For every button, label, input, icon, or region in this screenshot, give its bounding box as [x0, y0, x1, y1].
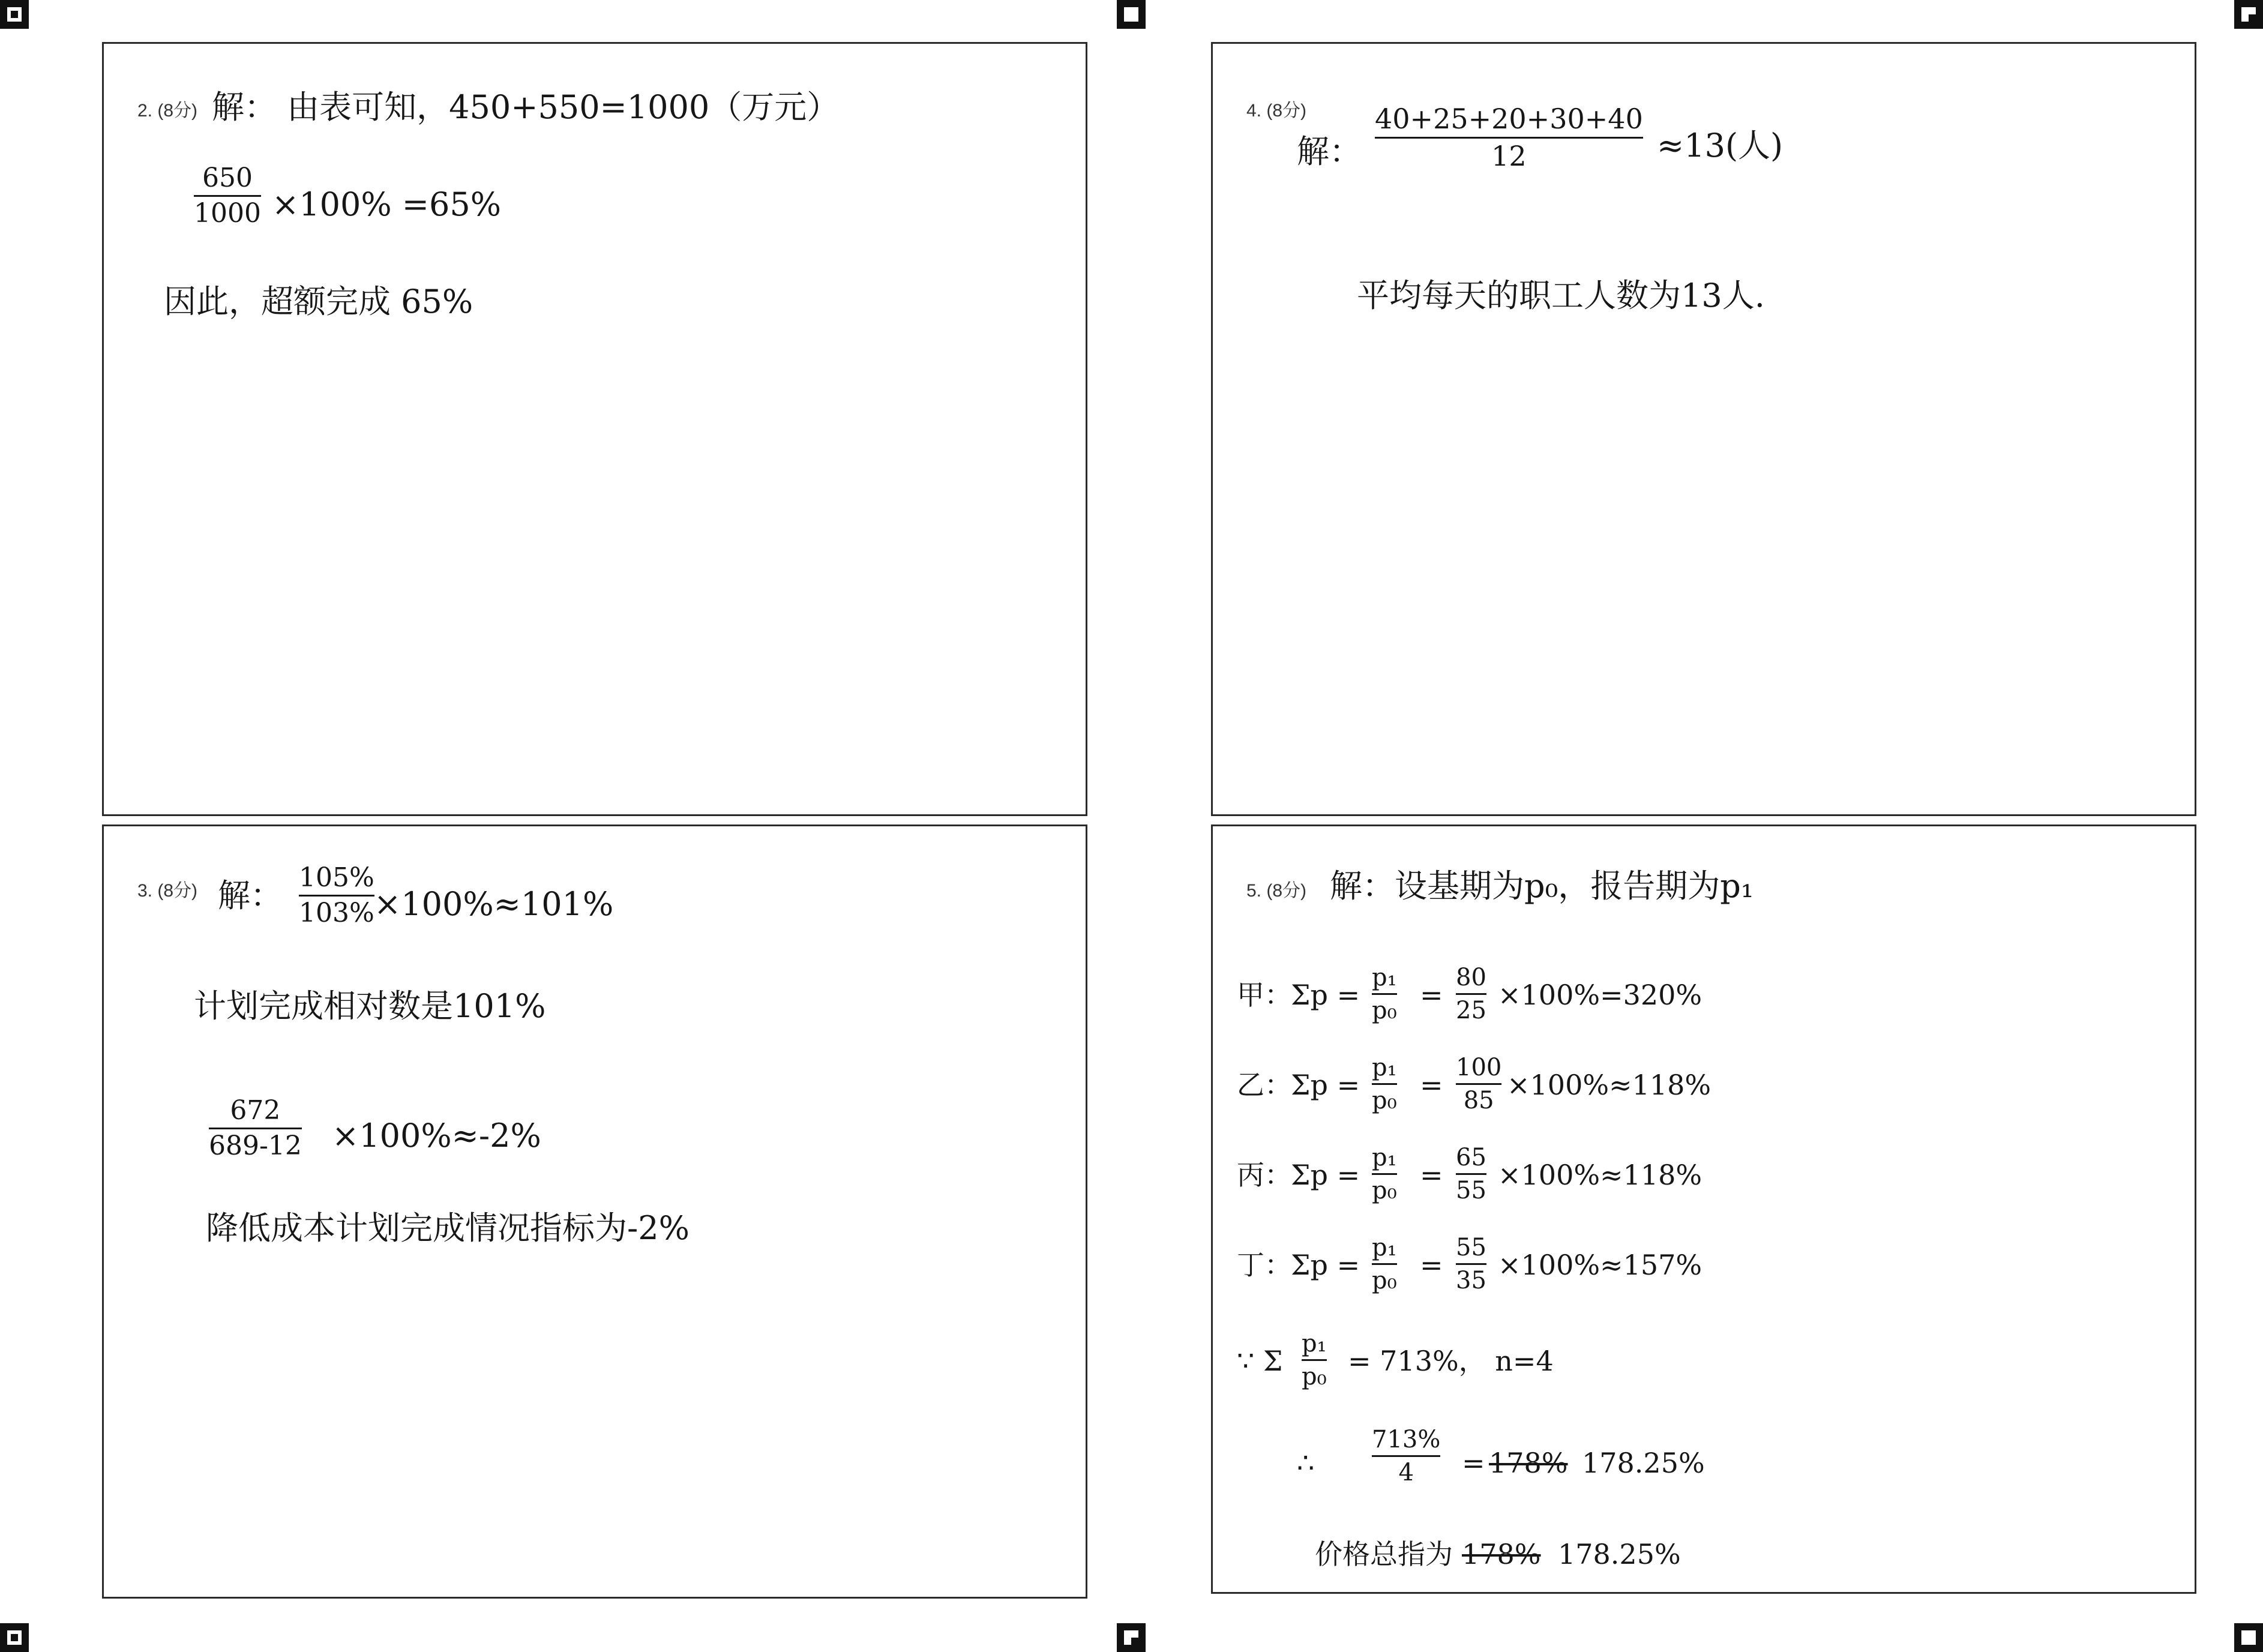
fraction — [194, 164, 261, 229]
row-result: ×100%=320% — [1498, 979, 1703, 1011]
handwritten-line: ×100%≈101% — [374, 885, 614, 923]
answer-box-q5 — [1211, 824, 2196, 1594]
crossed-out-value: 178% — [1462, 1538, 1541, 1570]
fraction-numerator: 40+25+20+30+40 — [1375, 103, 1643, 135]
row-result: ×100%≈118% — [1507, 1069, 1712, 1101]
fraction — [1302, 1330, 1327, 1390]
handwritten-line: 解：设基期为p₀，报告期为p₁ — [1330, 867, 1754, 905]
fraction-bar — [209, 1128, 302, 1129]
fraction-numerator: 65 — [1456, 1144, 1486, 1171]
fraction-denominator: p₀ — [1372, 997, 1397, 1024]
fraction-bar — [1372, 993, 1397, 995]
handwritten-line: 解： — [218, 877, 283, 915]
handwritten-line: 解： 由表可知，450+550=1000（万元） — [212, 88, 840, 126]
fraction-denominator: p₀ — [1372, 1177, 1397, 1204]
corner-marker-top-left — [0, 0, 29, 29]
row-formula: Σp = — [1291, 1159, 1360, 1191]
fraction — [1372, 1054, 1397, 1114]
fraction-bar — [1456, 993, 1486, 995]
question-number: 5. (8分) — [1246, 881, 1307, 901]
fraction-denominator: p₀ — [1372, 1087, 1397, 1114]
fraction-numerator: p₁ — [1372, 1144, 1397, 1171]
fraction-denominator: 103% — [299, 898, 374, 929]
equals-sign: = — [1420, 979, 1443, 1011]
handwritten-line: ×100% =65% — [272, 185, 502, 223]
fraction-denominator: 1000 — [194, 198, 261, 229]
fraction-bar — [1456, 1083, 1501, 1085]
answer-box-q2 — [102, 42, 1087, 816]
row-result: ×100%≈157% — [1498, 1249, 1703, 1281]
handwritten-conclusion: 降低成本计划完成情况指标为-2% — [206, 1209, 690, 1247]
row-formula: Σp = — [1291, 979, 1360, 1011]
fraction — [1372, 1234, 1397, 1294]
fraction-bar — [299, 895, 374, 897]
fraction-bar — [1456, 1173, 1486, 1175]
fraction-numerator: 80 — [1456, 964, 1486, 991]
fraction-bar — [1372, 1173, 1397, 1175]
fraction-bar — [1302, 1359, 1327, 1361]
corner-marker-bottom-center — [1117, 1623, 1146, 1652]
therefore-symbol: ∴ — [1297, 1447, 1315, 1479]
fraction-numerator: 100 — [1456, 1054, 1502, 1081]
row-formula: Σp = — [1291, 1249, 1360, 1281]
fraction-bar — [194, 195, 261, 197]
fraction-bar — [1372, 1263, 1397, 1265]
fraction-denominator: p₀ — [1302, 1363, 1327, 1390]
handwritten-line: 计划完成相对数是101% — [194, 987, 546, 1025]
fraction-numerator: p₁ — [1302, 1330, 1327, 1357]
fraction — [1456, 1234, 1486, 1294]
answer-box-q4 — [1211, 42, 2196, 816]
fraction-bar — [1372, 1455, 1440, 1457]
fraction-denominator: 4 — [1398, 1459, 1414, 1486]
corner-marker-bottom-right — [2234, 1623, 2263, 1652]
handwritten-conclusion: 因此，超额完成 65% — [164, 283, 473, 320]
fraction-numerator: 650 — [202, 163, 253, 193]
final-result: 178.25% — [1558, 1538, 1681, 1570]
fraction-denominator: 55 — [1456, 1177, 1486, 1204]
fraction-numerator: p₁ — [1372, 1234, 1397, 1261]
price-index-row — [1237, 964, 1777, 1030]
row-label: 乙： — [1237, 1069, 1292, 1101]
question-number: 4. (8分) — [1246, 101, 1307, 121]
handwritten-line: ≈13(人) — [1657, 127, 1784, 164]
price-index-row — [1237, 1234, 1777, 1300]
equals-sign: = — [1420, 1069, 1443, 1101]
equals-sign: = — [1420, 1159, 1443, 1191]
row-label: 丁： — [1237, 1249, 1292, 1281]
fraction-bar — [1372, 1083, 1397, 1085]
final-prefix: 价格总指为 — [1315, 1538, 1453, 1570]
row-result: ×100%≈118% — [1498, 1159, 1703, 1191]
sum-result: = 713%， n=4 — [1348, 1345, 1554, 1377]
handwritten-conclusion: 平均每天的职工人数为13人. — [1357, 277, 1765, 314]
fraction — [1456, 1144, 1486, 1204]
fraction-numerator: p₁ — [1372, 1054, 1397, 1081]
row-label: 丙： — [1237, 1159, 1292, 1191]
fraction-numerator: 105% — [299, 862, 374, 893]
equals-sign: = — [1462, 1447, 1485, 1479]
question-number: 2. (8分) — [137, 101, 198, 121]
handwritten-line: ×100%≈-2% — [332, 1117, 541, 1155]
crossed-out-value: 178% — [1489, 1447, 1568, 1479]
sum-line — [1237, 1330, 1777, 1396]
sum-prefix: ∵ Σ — [1237, 1345, 1283, 1377]
fraction-denominator: 35 — [1456, 1267, 1486, 1294]
fraction — [1372, 1426, 1440, 1486]
question-number: 3. (8分) — [137, 881, 198, 901]
fraction-bar — [1375, 137, 1643, 139]
fraction-numerator: 55 — [1456, 1234, 1486, 1261]
corner-marker-bottom-left — [0, 1623, 29, 1652]
corner-marker-top-right — [2234, 0, 2263, 29]
price-index-row — [1237, 1144, 1777, 1210]
fraction — [1456, 964, 1486, 1024]
equals-sign: = — [1420, 1249, 1443, 1281]
handwritten-line: 解： — [1297, 133, 1362, 170]
average-line — [1297, 1426, 1837, 1498]
fraction — [209, 1096, 302, 1161]
fraction-denominator: 85 — [1463, 1087, 1494, 1114]
fraction-denominator: p₀ — [1372, 1267, 1397, 1294]
fraction-denominator: 12 — [1491, 139, 1527, 172]
fraction-numerator: p₁ — [1372, 964, 1397, 991]
fraction — [1372, 964, 1397, 1024]
corner-marker-top-center — [1117, 0, 1146, 29]
fraction-numerator: 713% — [1372, 1426, 1441, 1453]
fraction — [1375, 104, 1643, 171]
fraction-denominator: 689-12 — [209, 1131, 302, 1162]
row-label: 甲： — [1237, 979, 1292, 1011]
final-line — [1315, 1539, 1855, 1581]
fraction — [1456, 1054, 1501, 1114]
row-formula: Σp = — [1291, 1069, 1360, 1101]
fraction-bar — [1456, 1263, 1486, 1265]
fraction — [1372, 1144, 1397, 1204]
average-result: 178.25% — [1582, 1447, 1705, 1479]
fraction — [299, 864, 374, 928]
price-index-row — [1237, 1054, 1777, 1120]
answer-box-q3 — [102, 824, 1087, 1599]
fraction-numerator: 672 — [230, 1095, 281, 1126]
fraction-denominator: 25 — [1456, 997, 1486, 1024]
